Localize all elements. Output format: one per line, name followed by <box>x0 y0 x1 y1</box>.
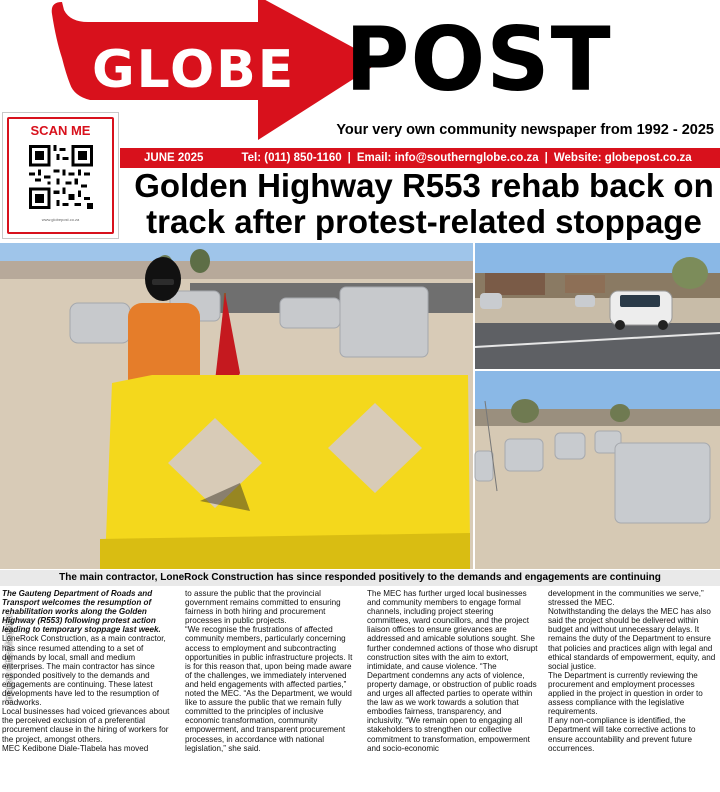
separator: | <box>544 152 548 164</box>
road-with-car-image <box>475 243 720 369</box>
article-paragraph: MEC Kedibone Diale-Tlabela has moved <box>2 743 149 753</box>
info-bar <box>120 148 720 168</box>
roadworks-stockpiles-image <box>475 371 720 569</box>
bottom-right-photo <box>475 371 720 569</box>
article-lead: The Gauteng Department of Roads and Transport welcomes the resumption of rehabilitation works along the Golden Highway (R553) following protest action leading to temporary stoppage last week. <box>2 589 161 635</box>
article-column-2 <box>185 589 359 753</box>
article-paragraph: The Department is currently reviewing the procurement and employment processes applied in the project in question in order to assess compliance with the legislative requirements. <box>548 670 703 717</box>
article-column-3 <box>367 589 539 753</box>
website-link[interactable]: Website: globepost.co.za <box>553 152 692 164</box>
qr-code-icon[interactable] <box>29 145 93 209</box>
top-right-photo <box>475 243 720 369</box>
scan-me-url: www.globepost.co.za <box>41 217 80 222</box>
scan-me-label: SCAN ME <box>30 123 91 138</box>
logo-post-text: POST <box>345 8 612 111</box>
article-paragraph: to assure the public that the provincial government remains committed to ensuring fairness in both hiring and procurement processes in public projects. <box>185 589 341 626</box>
scan-me-frame <box>7 117 114 234</box>
photo-caption: The main contractor, LoneRock Construction has since responded positively to the demands and engagements are continuing <box>0 570 720 586</box>
article-paragraph: LoneRock Construction, as a main contractor, has since resumed attending to a set of demands by local, small and medium enterprises. The main contractor has since responded positively to the demands and engagements are continuing. These latest developments have led to the resumption of roadworks. <box>2 634 166 708</box>
headline: Golden Highway R553 rehab back on track after protest-related stoppage <box>134 167 714 240</box>
scan-me-box[interactable] <box>2 112 119 239</box>
article-paragraph: The MEC has further urged local businesses and community members to engage formal channels, including project steering committees, ward councillors, and the project liaison offices to ensure grievances are addressed and amicable solutions sought. She further condemned actions of those who disrupt construction sites with the aim to extort, intimidate, and cause violence. “The Department condemns any acts of violence, property damage, or obstruction of public roads and urges all affected parties to operate within the law as we work towards a solution that embodies fairness, transparency, and inclusivity. “We remain open to engaging all stakeholders to strengthen our collective commitment to transformation, empowerment and socio-economic <box>367 589 538 753</box>
issue-date: JUNE 2025 <box>144 152 204 164</box>
article-body <box>0 589 720 792</box>
phone-number[interactable]: Tel: (011) 850-1160 <box>241 152 342 164</box>
email-address[interactable]: Email: info@southernglobe.co.za <box>356 152 539 164</box>
article-paragraph: development in the communities we serve,” stressed the MEC. <box>548 589 704 608</box>
separator: | <box>347 152 351 164</box>
article-column-1 <box>2 589 178 753</box>
article-paragraph: Notwithstanding the delays the MEC has also said the project should be delivered within budget and without unnecessary delays. It remains the duty of the Department to ensure that policies and practices align with legal and ethical standards of empowerment, equity, and social justice. <box>548 607 716 671</box>
article-paragraph: “We recognise the frustrations of affected community members, particularly concerning access to employment and subcontracting opportunities in public infrastructure projects. It is for this reason that, upon being made aware of the challenges, we immediately intervened and held engagements with affected parties,” noted the MEC. “As the Department, we would like to assure the public that we remain fully committed to the principles of inclusive economic transformation, community empowerment, and transparent procurement processes, in accordance with national legislation,” she said. <box>185 625 353 753</box>
logo-globe-text: GLOBE <box>92 40 296 100</box>
tagline: Your very own community newspaper from 1992 - 2025 <box>336 122 714 138</box>
roadworks-barrier-scene-image <box>0 243 473 569</box>
article-column-4 <box>548 589 718 753</box>
photo-credit-text: Images: Ottis Manyoba <box>4 614 14 703</box>
article-paragraph: If any non-compliance is identified, the Department will take corrective actions to ensure accountability and prevent future occurrences. <box>548 716 696 753</box>
article-paragraph: Local businesses had voiced grievances about the perceived exclusion of a preferential procurement clause in the hiring of workers for the project, amongst others. <box>2 707 170 744</box>
